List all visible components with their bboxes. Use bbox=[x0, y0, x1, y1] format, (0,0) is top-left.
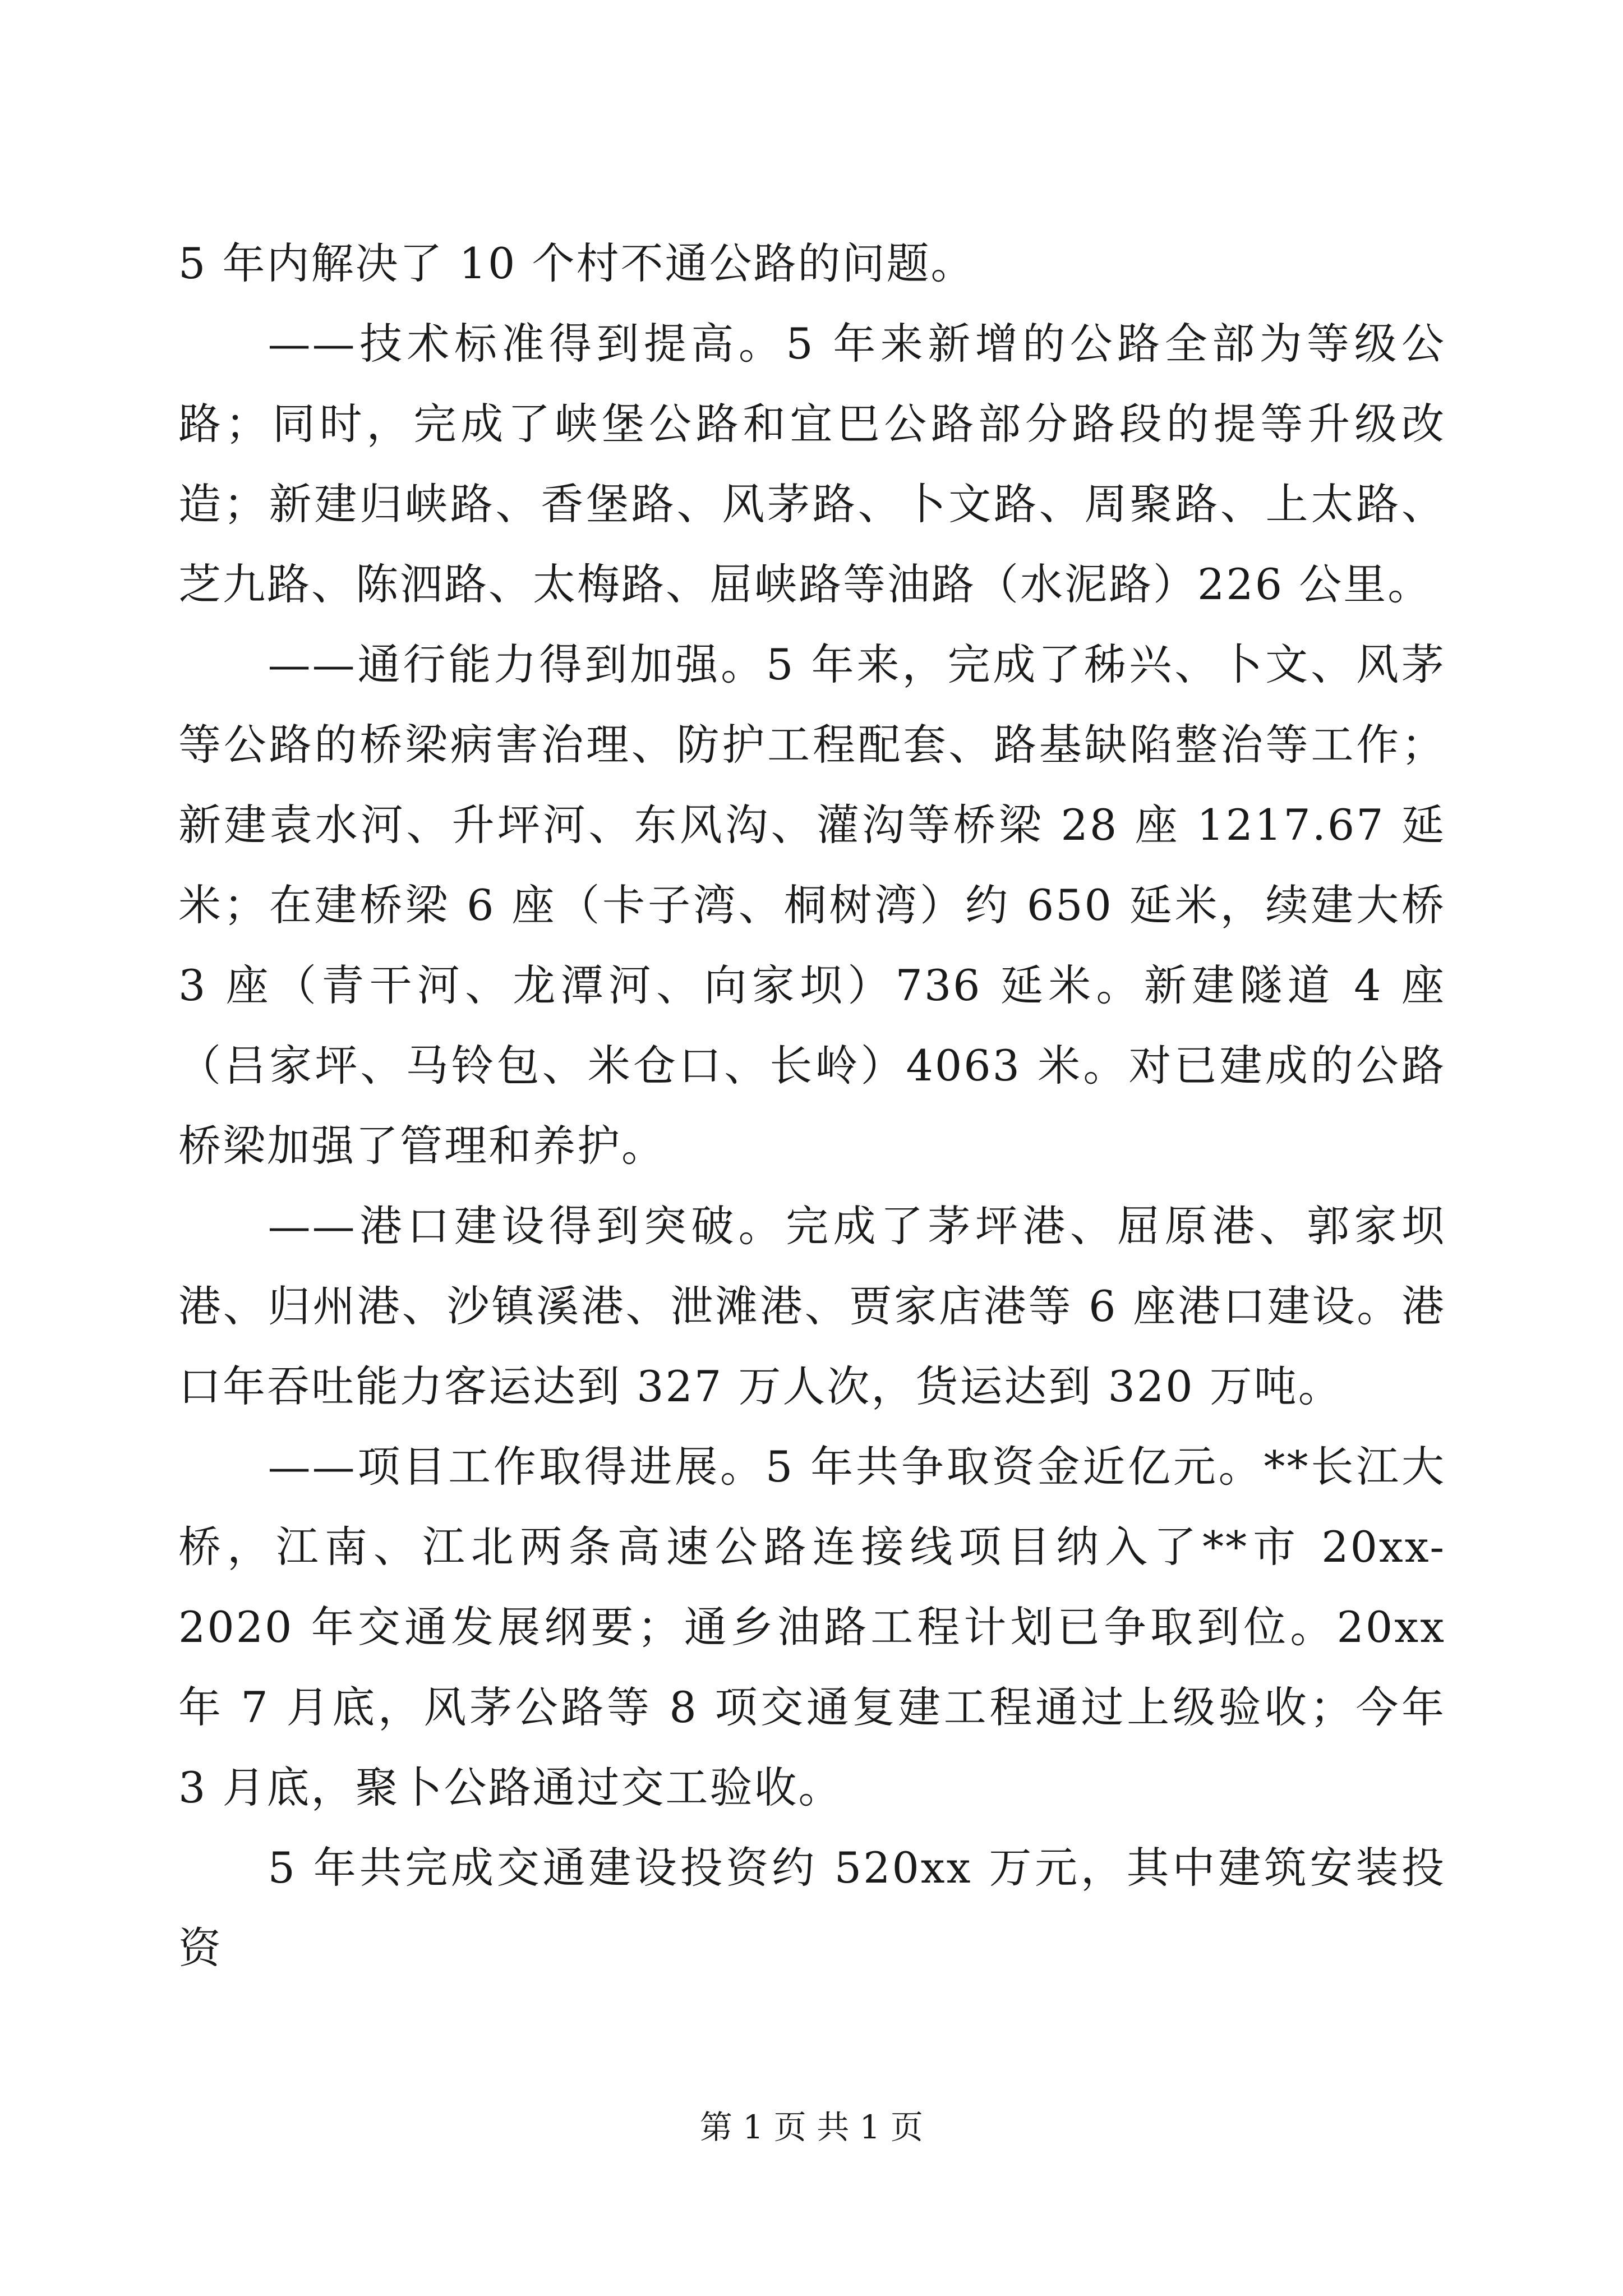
page-footer: 第 1 页 共 1 页 bbox=[700, 2108, 923, 2146]
paragraph-6: 5 年共完成交通建设投资约 520xx 万元，其中建筑安装投资 bbox=[178, 1843, 1446, 1973]
document-body bbox=[178, 223, 1446, 1988]
paragraph-3: ——通行能力得到加强。5 年来，完成了秭兴、卜文、风茅等公路的桥梁病害治理、防护工程配套、路基缺陷整治等工作；新建袁水河、升坪河、东风沟、灌沟等桥梁 28 座 1217.67 延米；在建桥梁 6 座（卡子湾、桐树湾）约 650 延米，续建大桥 3 座（青干河、龙潭河、向家坝）736 延米。新建隧道 4 座（吕家坪、马铃包、米仓口、长岭）4063 米。对已建成的公路桥梁加强了管理和养护。 bbox=[178, 639, 1446, 1171]
paragraph-1: 5 年内解决了 10 个村不通公路的问题。 bbox=[178, 238, 975, 288]
paragraph-4: ——港口建设得到突破。完成了茅坪港、屈原港、郭家坝港、归州港、沙镇溪港、泄滩港、贾家店港等 6 座港口建设。港口年吞吐能力客运达到 327 万人次，货运达到 320 万吨。 bbox=[178, 1201, 1446, 1411]
paragraph-2: ——技术标准得到提高。5 年来新增的公路全部为等级公路；同时，完成了峡堡公路和宜巴公路部分路段的提等升级改造；新建归峡路、香堡路、风茅路、卜文路、周聚路、上太路、芝九路、陈泗路、太梅路、屈峡路等油路（水泥路）226 公里。 bbox=[178, 319, 1446, 609]
paragraph-5: ——项目工作取得进展。5 年共争取资金近亿元。**长江大桥，江南、江北两条高速公路连接线项目纳入了**市 20xx-2020 年交通发展纲要；通乡油路工程计划已争取到位。20xx 年 7 月底，风茅公路等 8 项交通复建工程通过上级验收；今年 3 月底，聚卜公路通过交工验收。 bbox=[178, 1442, 1446, 1812]
